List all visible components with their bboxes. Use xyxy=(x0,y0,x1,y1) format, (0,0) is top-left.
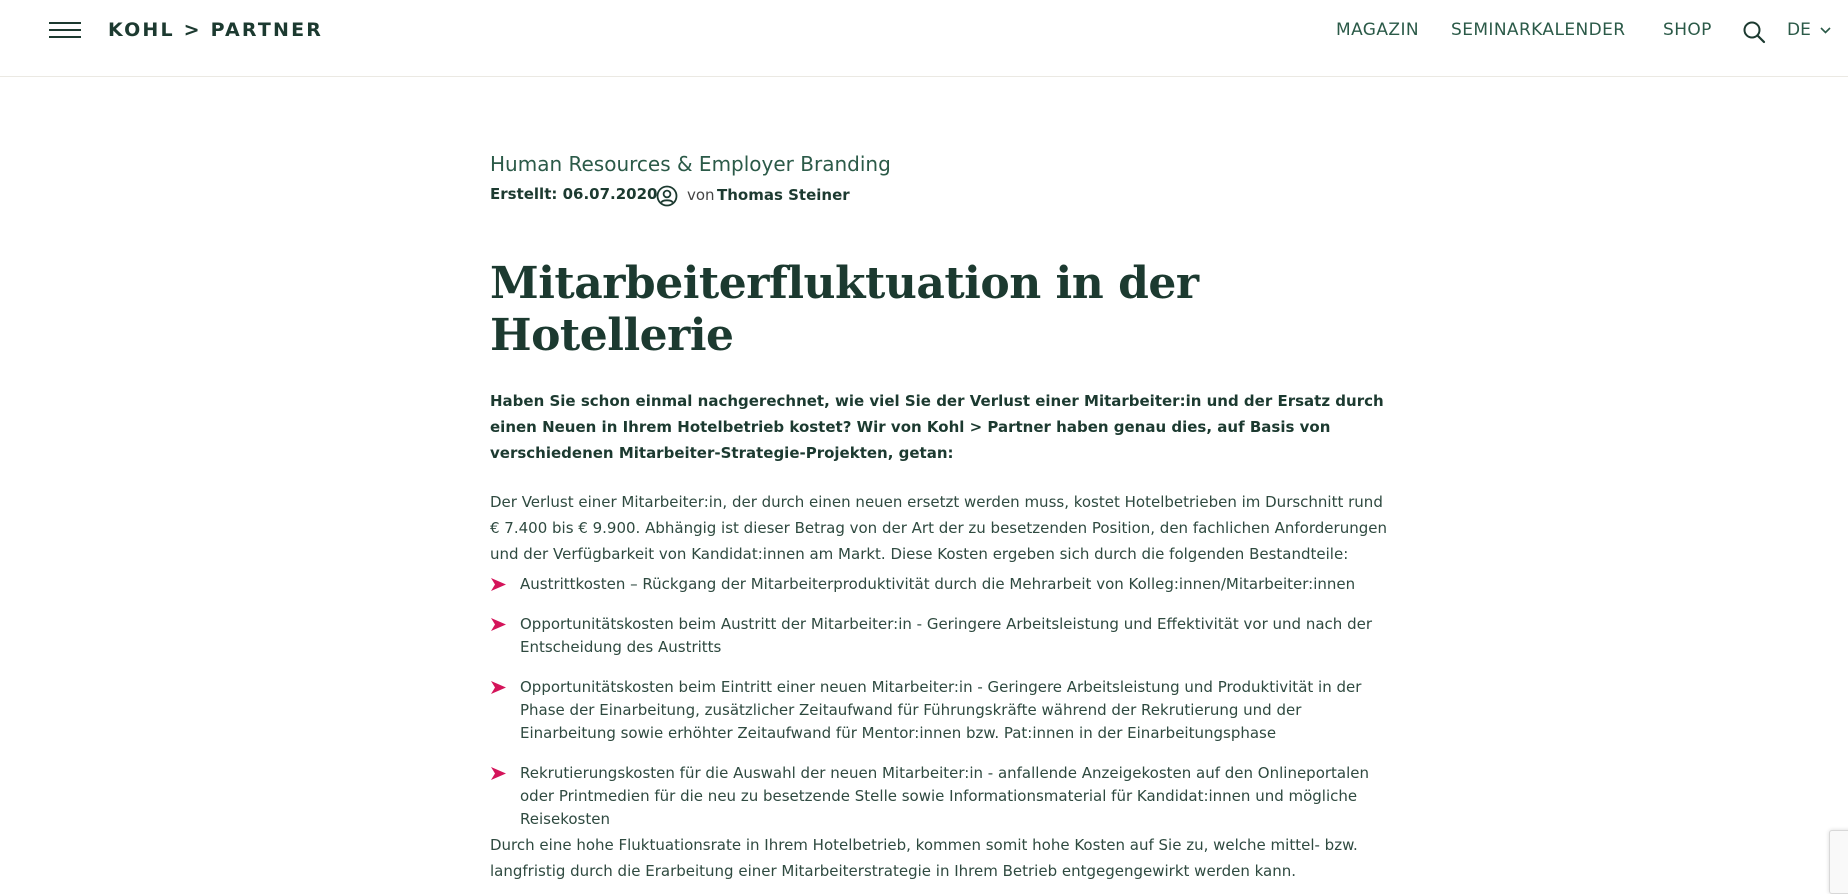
search-icon[interactable] xyxy=(1742,20,1766,44)
list-item-text: Austrittkosten – Rückgang der Mitarbeiterproduktivität durch die Mehrarbeit von Kolleg:innen/Mitarbeiter:innen xyxy=(520,575,1356,593)
article-category[interactable]: Human Resources & Employer Branding xyxy=(490,152,891,176)
article-title: Mitarbeiterfluktuation in der Hotellerie xyxy=(490,258,1199,361)
author-name[interactable]: Thomas Steiner xyxy=(717,186,850,204)
menu-icon[interactable] xyxy=(49,22,81,40)
nav-shop[interactable]: SHOP xyxy=(1663,20,1712,40)
language-label: DE xyxy=(1787,20,1811,40)
list-item-text: Rekrutierungskosten für die Auswahl der neuen Mitarbeiter:in - anfallende Anzeigekosten auf den Onlineportalen oder Printmedien für die neu zu besetzende Stelle sowie Informationsmaterial für Kandidat:innen und mögliche Reisekosten xyxy=(520,764,1370,828)
nav-seminarkalender[interactable]: SEMINARKALENDER xyxy=(1451,20,1626,40)
list-item xyxy=(490,676,1395,745)
language-selector[interactable] xyxy=(1787,20,1811,40)
article-paragraph-2: Durch eine hohe Fluktuationsrate in Ihrem Hotelbetrieb, kommen somit hohe Kosten auf Sie zu, welche mittel- bzw. langfristig durch die Erarbeitung einer Mitarbeiterstrategie in Ihrem Betrieb entgegengewirkt werden kann. xyxy=(490,836,1358,880)
author-prefix: von xyxy=(687,186,715,204)
list-item xyxy=(490,613,1395,659)
nav-magazin[interactable]: MAGAZIN xyxy=(1336,20,1419,40)
list-item xyxy=(490,573,1395,596)
list-item-text: Opportunitätskosten beim Austritt der Mitarbeiter:in - Geringere Arbeitsleistung und Effektivität vor und nach der Entscheidung des Austritts xyxy=(520,615,1372,656)
arrow-bullet-icon xyxy=(490,577,507,592)
cost-list xyxy=(490,573,1395,848)
arrow-bullet-icon xyxy=(490,766,507,781)
article-lead: Haben Sie schon einmal nachgerechnet, wie viel Sie der Verlust einer Mitarbeiter:in und der Ersatz durch einen Neuen in Ihrem Hotelbetrieb kostet? Wir von Kohl > Partner haben genau dies, auf Basis von verschiedenen Mitarbeiter-Strategie-Projekten, getan: xyxy=(490,392,1384,462)
list-item xyxy=(490,762,1395,831)
created-date: Erstellt: 06.07.2020 xyxy=(490,185,658,203)
chevron-down-icon xyxy=(1820,27,1831,34)
arrow-bullet-icon xyxy=(490,680,507,695)
user-icon xyxy=(656,185,678,207)
site-header xyxy=(0,0,1848,77)
article-meta xyxy=(490,185,850,204)
arrow-bullet-icon xyxy=(490,617,507,632)
recaptcha-badge[interactable] xyxy=(1829,830,1848,894)
logo[interactable]: KOHL > PARTNER xyxy=(108,19,324,41)
article-paragraph-1: Der Verlust einer Mitarbeiter:in, der durch einen neuen ersetzt werden muss, kostet Hotelbetrieben im Durschnitt rund € 7.400 bis € 9.900. Abhängig ist dieser Betrag von der Art der zu besetzenden Position, den fachlichen Anforderungen und der Verfügbarkeit von Kandidat:innen am Markt. Diese Kosten ergeben sich durch die folgenden Bestandteile: xyxy=(490,493,1387,563)
list-item-text: Opportunitätskosten beim Eintritt einer neuen Mitarbeiter:in - Geringere Arbeitsleistung und Produktivität in der Phase der Einarbeitung, zusätzlicher Zeitaufwand für Führungskräfte während der Rekrutierung und der Einarbeitung sowie erhöhter Zeitaufwand für Mentor:innen bzw. Pat:innen in der Einarbeitungsphase xyxy=(520,678,1362,742)
